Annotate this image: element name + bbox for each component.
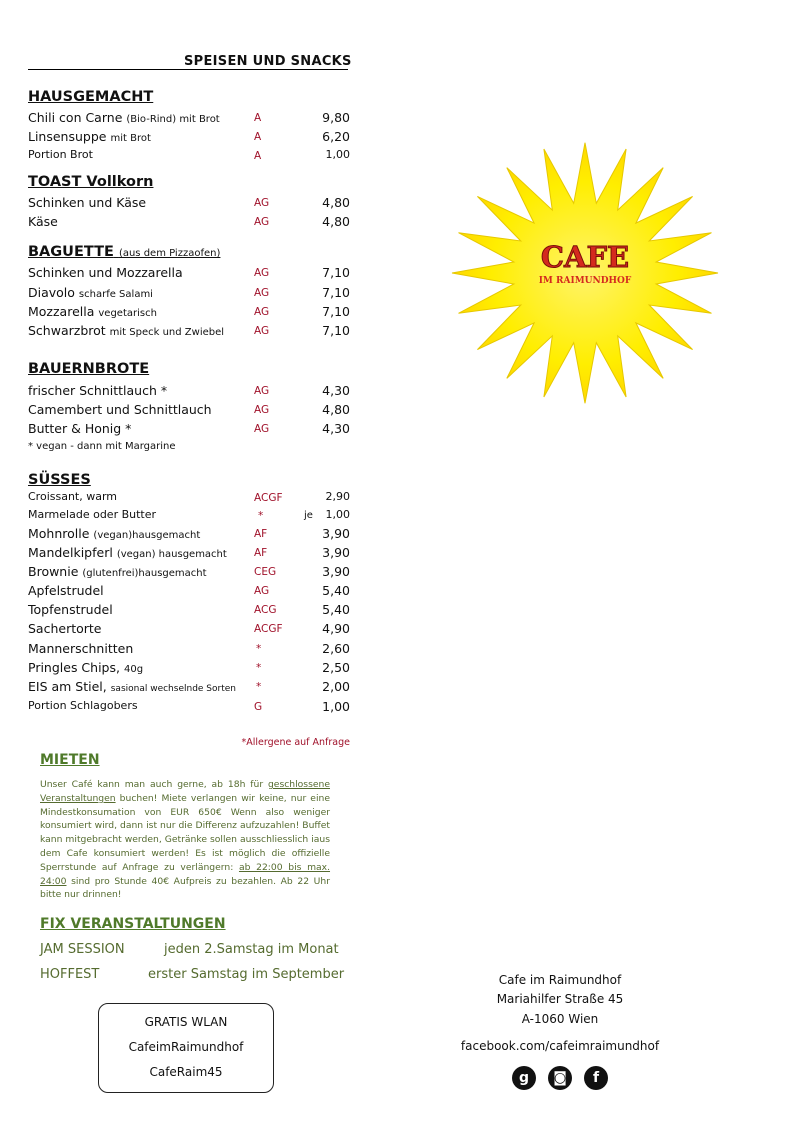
mieten-text-part: buchen! Miete verlangen wir keine, nur eine Mindestkonsumation von EUR 650€ Wenn also weniger konsumiert wird, dann ist nur die Differenz aufzuzahlen! Buffet kann mitgebracht werden, Getränke sollen ausschliesslich iaus dem Cafe konsumiert werden! Es ist möglich die offizielle Sperrstunde auf Anfrage zu verlängern:: [40, 792, 330, 873]
event-when: jeden 2.Samstag im Monat: [164, 942, 339, 957]
facebook-icon[interactable]: f: [584, 1066, 608, 1090]
address-name: Cafe im Raimundhof: [498, 973, 622, 987]
item-name: Schinken und Käse: [28, 195, 147, 210]
item-price: 4,80: [322, 214, 350, 229]
item-name: Apfelstrudel: [28, 583, 104, 598]
item-name: Topfenstrudel: [28, 602, 113, 617]
item-allergens: AF: [254, 528, 268, 540]
item-name: EIS am Stiel,: [28, 679, 107, 694]
item-allergens: ACG: [254, 604, 277, 616]
menu-item: [28, 148, 350, 166]
item-allergens: AG: [254, 197, 270, 209]
item-allergens: AG: [254, 306, 270, 318]
item-price: 5,40: [322, 583, 350, 598]
item-price: 6,20: [322, 129, 350, 144]
mieten-text-part: sind pro Stunde 40€ Aufpreis zu bezahlen. Ab 22 Uhr bitte nur drinnen!: [40, 875, 330, 901]
item-allergens: A: [254, 150, 262, 162]
menu-item: [28, 214, 350, 232]
item-name: Pringles Chips,: [28, 660, 120, 675]
item-price: 1,00: [325, 508, 350, 521]
item-price: 3,90: [322, 526, 350, 541]
menu-item: [28, 641, 350, 659]
menu-item: [28, 323, 350, 341]
item-sub: mit Brot: [110, 133, 151, 144]
item-name: Schinken und Mozzarella: [28, 265, 183, 280]
mieten-link-hours: ab 22:00 bis max. 24:00: [40, 861, 331, 887]
menu-item: [28, 583, 350, 601]
item-price: 7,10: [322, 323, 350, 338]
item-price: 4,30: [322, 421, 350, 436]
menu-item: [28, 564, 350, 582]
menu-item: [28, 195, 350, 213]
item-name: Portion Schlagobers: [28, 699, 138, 712]
item-price: 4,90: [322, 621, 350, 636]
menu-item: [28, 402, 350, 420]
item-price: 7,10: [322, 285, 350, 300]
menu-item: [28, 621, 350, 639]
item-price: 5,40: [322, 602, 350, 617]
item-allergens: CEG: [254, 566, 277, 578]
item-allergens: AG: [254, 325, 270, 337]
header-rule: [28, 69, 348, 70]
item-allergens: AF: [254, 547, 268, 559]
item-prefix: je: [304, 510, 313, 521]
section-title-suesses: SÜSSES: [28, 472, 91, 488]
allergen-note: *Allergene auf Anfrage: [241, 737, 350, 748]
item-allergens: AG: [254, 287, 270, 299]
menu-item: [28, 660, 350, 678]
item-sub: sasional wechselnde Sorten: [110, 684, 236, 694]
item-name: Butter & Honig *: [28, 421, 132, 436]
cafe-logo: [440, 140, 730, 410]
item-allergens: ACGF: [254, 492, 283, 504]
wlan-box: [98, 1003, 274, 1093]
menu-item: [28, 508, 350, 526]
item-allergens: AG: [254, 216, 270, 228]
menu-item: [28, 602, 350, 620]
menu-item: [28, 421, 350, 439]
item-sub: (vegan) hausgemacht: [116, 549, 227, 560]
item-allergens: AG: [254, 585, 270, 597]
item-price: 2,60: [322, 641, 350, 656]
page-title: SPEISEN UND SNACKS: [184, 54, 352, 69]
menu-item: [28, 679, 350, 697]
item-allergens: A: [254, 131, 262, 143]
item-allergens: *: [256, 643, 262, 655]
item-price: 3,90: [322, 564, 350, 579]
item-name: Mohnrolle: [28, 526, 90, 541]
item-allergens: AG: [254, 385, 270, 397]
section-title-hausgemacht: HAUSGEMACHT: [28, 89, 154, 105]
address-street: Mariahilfer Straße 45: [496, 992, 624, 1006]
mieten-title: MIETEN: [40, 752, 100, 768]
wlan-password: CafeRaim45: [149, 1065, 223, 1079]
item-price: 7,10: [322, 265, 350, 280]
menu-item: [28, 490, 350, 508]
menu-item: [28, 110, 350, 128]
item-allergens: ACGF: [254, 623, 283, 635]
item-sub: (vegan)hausgemacht: [93, 530, 201, 541]
item-price: 2,00: [322, 679, 350, 694]
item-price: 9,80: [322, 110, 350, 125]
item-sub: (glutenfrei)hausgemacht: [82, 568, 207, 579]
item-sub: vegetarisch: [98, 308, 157, 319]
menu-item: [28, 526, 350, 544]
mieten-text: [40, 778, 330, 902]
item-name: Camembert und Schnittlauch: [28, 402, 212, 417]
item-name: Mannerschnitten: [28, 641, 134, 656]
vegan-note: * vegan - dann mit Margarine: [28, 441, 176, 452]
menu-item: [28, 285, 350, 303]
event-name: JAM SESSION: [40, 942, 125, 957]
item-allergens: AG: [254, 423, 270, 435]
item-allergens: *: [258, 510, 264, 522]
menu-item: [28, 545, 350, 563]
item-sub: (Bio-Rind) mit Brot: [126, 114, 220, 125]
item-name: Chili con Carne: [28, 110, 123, 125]
event-when: erster Samstag im September: [148, 967, 345, 982]
logo-sub-text: IM RAIMUNDHOF: [538, 276, 632, 286]
item-price: 1,00: [322, 699, 350, 714]
item-name: Käse: [28, 214, 58, 229]
item-allergens: AG: [254, 267, 270, 279]
item-sub: mit Speck und Zwiebel: [109, 327, 225, 338]
menu-item: [28, 129, 350, 147]
item-name: Croissant, warm: [28, 490, 118, 503]
item-allergens: *: [256, 681, 262, 693]
item-name: frischer Schnittlauch *: [28, 383, 168, 398]
events-title: FIX VERANSTALTUNGEN: [40, 916, 226, 932]
item-sub: scharfe Salami: [78, 289, 153, 300]
instagram-icon[interactable]: ◙: [548, 1066, 572, 1090]
address-city: A-1060 Wien: [521, 1012, 599, 1026]
item-name: Linsensuppe: [28, 129, 107, 144]
menu-item: [28, 304, 350, 322]
logo-main-text: CAFE: [540, 240, 630, 274]
menu-item: [28, 699, 350, 717]
item-name: Portion Brot: [28, 148, 93, 161]
item-name: Diavolo: [28, 285, 75, 300]
item-price: 4,80: [322, 195, 350, 210]
section-title-text: BAGUETTE: [28, 244, 114, 260]
section-title-toast: TOAST Vollkorn: [28, 174, 154, 190]
mieten-text-part: Unser Café kann man auch gerne, ab 18h für: [40, 779, 268, 790]
item-price: 4,30: [322, 383, 350, 398]
item-name: Marmelade oder Butter: [28, 508, 157, 521]
google-plus-icon[interactable]: g: [512, 1066, 536, 1090]
item-price: 2,50: [322, 660, 350, 675]
facebook-link[interactable]: facebook.com/cafeimraimundhof: [460, 1039, 660, 1053]
item-name: Brownie: [28, 564, 79, 579]
section-subtitle: (aus dem Pizzaofen): [118, 248, 221, 259]
item-allergens: A: [254, 112, 262, 124]
section-title-bauernbrote: BAUERNBROTE: [28, 361, 150, 377]
item-name: Mozzarella: [28, 304, 95, 319]
item-price: 1,00: [325, 148, 350, 161]
item-allergens: *: [256, 662, 262, 674]
wlan-ssid: CafeimRaimundhof: [128, 1040, 244, 1054]
item-name: Sachertorte: [28, 621, 102, 636]
item-allergens: G: [254, 701, 263, 713]
item-name: Mandelkipferl: [28, 545, 113, 560]
wlan-title: GRATIS WLAN: [144, 1015, 228, 1029]
item-sub: 40g: [123, 664, 144, 675]
item-price: 4,80: [322, 402, 350, 417]
item-price: 3,90: [322, 545, 350, 560]
section-title-baguette: [28, 244, 220, 260]
item-price: 2,90: [325, 490, 350, 503]
item-allergens: AG: [254, 404, 270, 416]
mieten-link-events: geschlossene Veranstaltungen: [40, 779, 330, 804]
menu-item: [28, 265, 350, 283]
item-name: Schwarzbrot: [28, 323, 106, 338]
item-price: 7,10: [322, 304, 350, 319]
menu-item: [28, 383, 350, 401]
event-name: HOFFEST: [40, 967, 100, 982]
